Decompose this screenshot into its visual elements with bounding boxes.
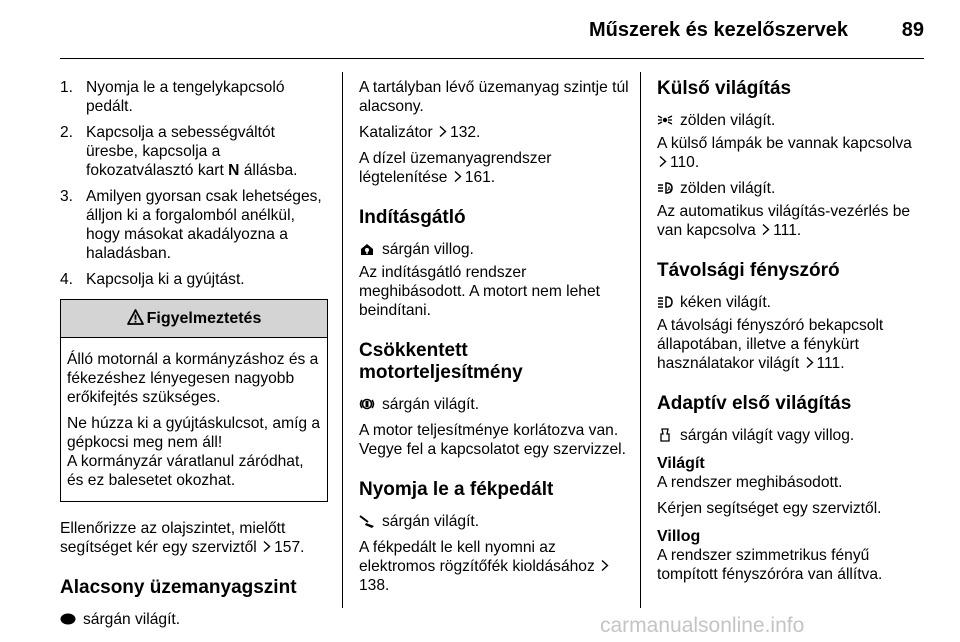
immobilizer-icon bbox=[359, 242, 375, 256]
page-reference-icon bbox=[658, 155, 667, 168]
page-number: 89 bbox=[901, 19, 924, 41]
page-title: Műszerek és kezelőszervek bbox=[588, 19, 848, 41]
warning-box bbox=[60, 299, 328, 502]
column-2: A tartályban lévő üzemanyag szintje túl alacsony. Katalizátor 132. A dízel üzemanyagrendszer légtelenítése 161. Indításgátló sárgán villog. Az indításgátló rendszer meghibásodott. A motort nem lehet beindítani. Csökkentett motorteljesítmény sárgán világít. A motor teljesítménye korlátozva van. Vegye fel a kapcsolatot egy szervizzel. Nyomja le a fékpedált sárgán világít. A fékpedált le kell nyomni az elektromos rögzítőfék kioldásához 138. bbox=[359, 79, 629, 594]
high-beam-icon bbox=[657, 295, 673, 309]
page-reference-icon bbox=[600, 559, 609, 572]
section-heading-exterior-light: Külső világítás bbox=[657, 78, 792, 99]
oil-paragraph: Ellenőrizze az olajszintet, mielőtt segítséget kér egy szerviztől 157. bbox=[60, 520, 305, 556]
page-reference-icon bbox=[262, 540, 271, 553]
warning-triangle-icon bbox=[127, 309, 144, 325]
page-reference-icon bbox=[805, 356, 814, 369]
section-heading-immobilizer: Indításgátló bbox=[359, 207, 466, 228]
adaptive-light-icon bbox=[657, 428, 673, 442]
column-1 bbox=[60, 78, 328, 636]
column-divider bbox=[640, 72, 641, 608]
auto-light-icon bbox=[657, 181, 673, 195]
page-reference-icon bbox=[761, 223, 770, 236]
brake-pedal-icon bbox=[359, 514, 375, 528]
list-item: 3. Amilyen gyorsan csak lehetséges, álljon ki a forgalomból anélkül, hogy másokat akadályozna a haladásban. bbox=[60, 188, 322, 262]
procedure-steps bbox=[60, 78, 328, 289]
fuel-level-icon bbox=[60, 612, 76, 626]
section-heading-adaptive-light: Adaptív első világítás bbox=[657, 393, 852, 414]
low-fuel-status: sárgán világít. bbox=[60, 610, 328, 629]
list-item: 2. Kapcsolja a sebességváltót üresbe, kapcsolja a fokozatválasztó kart N állásba. bbox=[60, 124, 298, 179]
warning-header: Figyelmeztetés bbox=[61, 300, 327, 338]
column-3: Külső világítás zölden világít. A külső lámpák be vannak kapcsolva 110. A zölden világít. Az automatikus világítás-vezérlés be van kapcsolva 111. Távolsági fényszóró kéken világít. A távolsági fényszóró bekapcsolt állapotában, illetve a fénykürt használatakor világít 111. Adaptív első világítás sárgán világít vagy villog. Világít A rendszer meghibásodott. Kérjen segítséget egy szerviztől. Villog A rendszer szimmetrikus fényű tompított fényszóróra van állítva. bbox=[657, 78, 927, 591]
column-divider bbox=[342, 72, 343, 608]
page-reference-icon bbox=[438, 125, 447, 138]
section-heading-reduced-power: Csökkentett motorteljesítmény bbox=[359, 340, 523, 383]
section-heading-brake: Nyomja le a fékpedált bbox=[359, 479, 554, 500]
exterior-light-icon bbox=[657, 113, 673, 127]
svg-text:A: A bbox=[667, 187, 672, 193]
warning-body: Álló motornál a kormányzáshoz és a fékezéshez lényegesen nagyobb erőkifejtés szükséges. Ne húzza ki a gyújtáskulcsot, amíg a gépkocsi meg nem áll! A kormányzár váratlanul záródhat, és ez balesetet okozhat. bbox=[67, 351, 321, 489]
list-item: 4. Kapcsolja ki a gyújtást. bbox=[60, 271, 245, 288]
watermark: carmanualsonline.info bbox=[600, 614, 805, 637]
reduced-power-icon bbox=[359, 397, 375, 411]
subheading-flashing: Villog bbox=[657, 528, 701, 545]
page-reference-icon bbox=[453, 170, 462, 183]
list-item: 1. Nyomja le a tengelykapcsoló pedált. bbox=[60, 79, 285, 115]
section-heading-high-beam: Távolsági fényszóró bbox=[657, 260, 840, 281]
section-heading-low-fuel: Alacsony üzemanyagszint bbox=[60, 577, 297, 598]
subheading-lights: Világít bbox=[657, 455, 705, 472]
header-rule bbox=[60, 58, 924, 59]
